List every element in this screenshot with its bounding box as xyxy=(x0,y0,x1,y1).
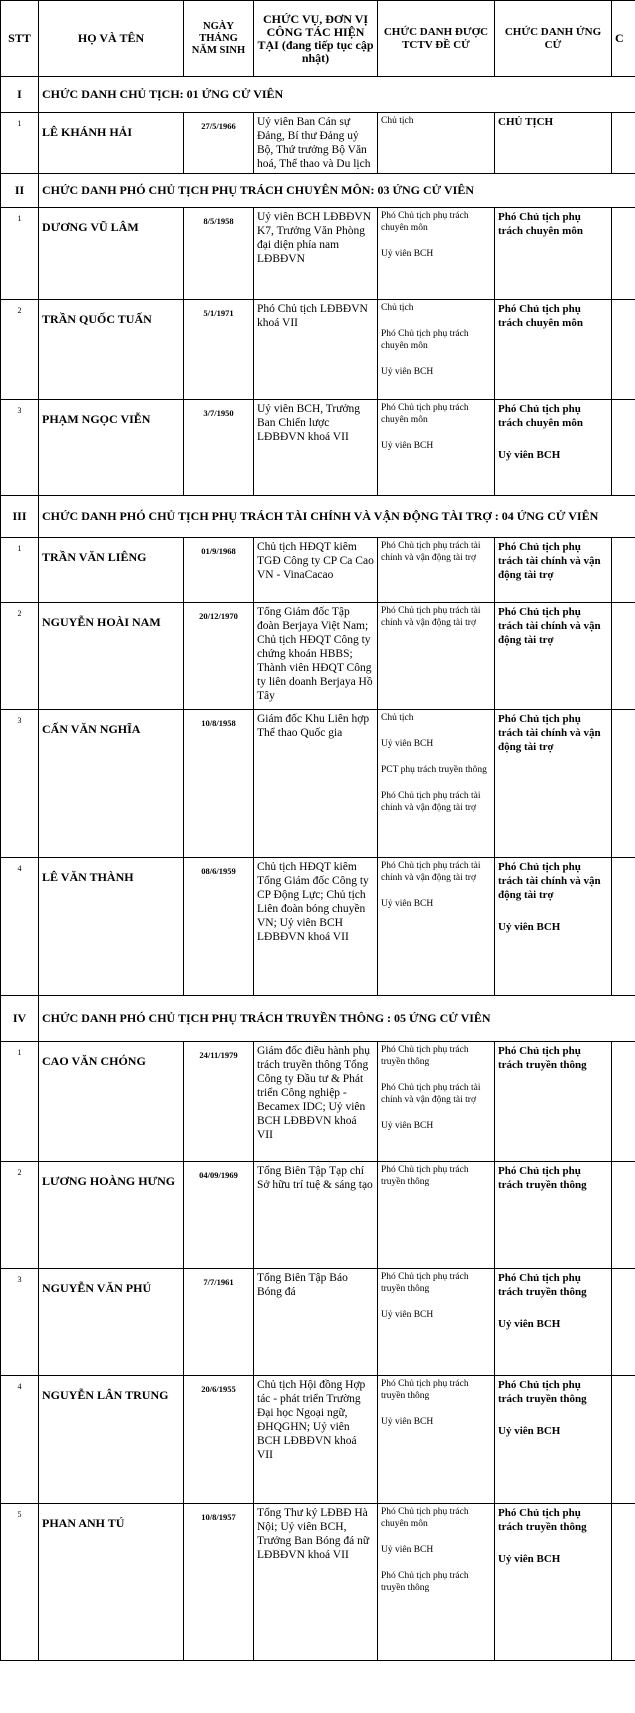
candidacy-titles xyxy=(495,1504,612,1661)
header-nominated: CHỨC DANH ĐƯỢC TCTV ĐỀ CỬ xyxy=(378,1,495,77)
candidacy-titles xyxy=(495,1042,612,1162)
section-title: CHỨC DANH PHÓ CHỦ TỊCH PHỤ TRÁCH CHUYÊN MÔN: 03 ỨNG CỬ VIÊN xyxy=(39,174,635,208)
header-dob: NGÀY THÁNG NĂM SINH xyxy=(184,1,254,77)
birth-date: 8/5/1958 xyxy=(184,208,254,300)
table-row xyxy=(1,603,635,710)
nominated-title: Chủ tịch xyxy=(381,713,414,723)
nominated-title: Uỷ viên BCH xyxy=(381,1310,434,1320)
nominated-title: Chủ tịch xyxy=(381,116,414,126)
table-row xyxy=(1,1504,635,1661)
extra-column-cell xyxy=(612,710,635,858)
candidacy-title: Uỷ viên BCH xyxy=(498,921,561,933)
header-candidacy: CHỨC DANH ỨNG CỬ xyxy=(495,1,612,77)
candidacy-titles xyxy=(495,858,612,996)
candidacy-title: CHỦ TỊCH xyxy=(498,116,554,128)
birth-date: 10/8/1957 xyxy=(184,1504,254,1661)
candidate-name: PHAN ANH TÚ xyxy=(39,1504,184,1661)
section-number: II xyxy=(1,174,39,208)
table-row xyxy=(1,113,635,174)
section-title: CHỨC DANH PHÓ CHỦ TỊCH PHỤ TRÁCH TÀI CHÍNH VÀ VẬN ĐỘNG TÀI TRỢ : 04 ỨNG CỬ VIÊN xyxy=(39,496,635,538)
nominated-title: Uỷ viên BCH xyxy=(381,1121,434,1131)
row-number: 1 xyxy=(1,1042,39,1162)
header-row xyxy=(1,1,635,77)
section-row xyxy=(1,496,635,538)
extra-column-cell xyxy=(612,113,635,174)
row-number: 3 xyxy=(1,400,39,496)
table-row xyxy=(1,1042,635,1162)
candidate-name: NGUYỄN HOÀI NAM xyxy=(39,603,184,710)
candidacy-titles xyxy=(495,208,612,300)
extra-column-cell xyxy=(612,1042,635,1162)
candidacy-titles xyxy=(495,1269,612,1376)
table-row xyxy=(1,710,635,858)
current-position: Giám đốc Khu Liên hợp Thể thao Quốc gia xyxy=(254,710,378,858)
row-number: 5 xyxy=(1,1504,39,1661)
extra-column-cell xyxy=(612,1376,635,1504)
nominated-title: Phó Chủ tịch phụ trách truyền thông xyxy=(381,1272,469,1294)
nominated-titles xyxy=(378,1504,495,1661)
table-row xyxy=(1,400,635,496)
row-number: 4 xyxy=(1,858,39,996)
nominated-title: Phó Chủ tịch phụ trách tài chính và vận động tài trợ xyxy=(381,606,481,628)
nominated-title: Phó Chủ tịch phụ trách chuyên môn xyxy=(381,329,469,351)
nominated-titles xyxy=(378,113,495,174)
table-row xyxy=(1,208,635,300)
row-number: 1 xyxy=(1,113,39,174)
nominated-titles xyxy=(378,1376,495,1504)
candidacy-titles xyxy=(495,1376,612,1504)
candidate-name: TRẦN VĂN LIÊNG xyxy=(39,538,184,603)
candidacy-title: Phó Chủ tịch phụ trách truyền thông xyxy=(498,1165,587,1191)
row-number: 1 xyxy=(1,538,39,603)
nominated-titles xyxy=(378,1042,495,1162)
current-position: Uỷ viên BCH LĐBĐVN K7, Trưởng Văn Phòng đại diện phía nam LĐBĐVN xyxy=(254,208,378,300)
row-number: 1 xyxy=(1,208,39,300)
candidacy-title: Phó Chủ tịch phụ trách truyền thông xyxy=(498,1379,587,1405)
candidate-name: PHẠM NGỌC VIỄN xyxy=(39,400,184,496)
current-position: Tổng Giám đốc Tập đoàn Berjaya Việt Nam; Chủ tịch HĐQT Công ty chứng khoán HBBS; Thành viên HĐQT Công ty liên doanh Berjaya Hồ Tây xyxy=(254,603,378,710)
extra-column-cell xyxy=(612,400,635,496)
birth-date: 7/7/1961 xyxy=(184,1269,254,1376)
nominated-title: Phó Chủ tịch phụ trách truyền thông xyxy=(381,1571,469,1593)
section-row xyxy=(1,996,635,1042)
candidacy-title: Phó Chủ tịch phụ trách tài chính và vận động tài trợ xyxy=(498,541,601,581)
nominated-title: Uỷ viên BCH xyxy=(381,441,434,451)
nominated-title: Uỷ viên BCH xyxy=(381,367,434,377)
candidate-name: LÊ VĂN THÀNH xyxy=(39,858,184,996)
row-number: 2 xyxy=(1,300,39,400)
extra-column-cell xyxy=(612,208,635,300)
current-position: Chủ tịch Hội đồng Hợp tác - phát triển Trường Đại học Ngoại ngữ, ĐHQGHN; Uỷ viên BCH LĐBĐVN khoá VII xyxy=(254,1376,378,1504)
candidate-name: NGUYỄN VĂN PHÚ xyxy=(39,1269,184,1376)
nominated-title: Phó Chủ tịch phụ trách truyền thông xyxy=(381,1379,469,1401)
candidacy-title: Uỷ viên BCH xyxy=(498,1318,561,1330)
nominated-title: PCT phụ trách truyền thông xyxy=(381,765,487,775)
header-name: HỌ VÀ TÊN xyxy=(39,1,184,77)
section-row xyxy=(1,77,635,113)
section-number: I xyxy=(1,77,39,113)
section-title: CHỨC DANH CHỦ TỊCH: 01 ỨNG CỬ VIÊN xyxy=(39,77,635,113)
section-title: CHỨC DANH PHÓ CHỦ TỊCH PHỤ TRÁCH TRUYỀN THÔNG : 05 ỨNG CỬ VIÊN xyxy=(39,996,635,1042)
candidacy-title: Phó Chủ tịch phụ trách tài chính và vận động tài trợ xyxy=(498,861,601,901)
nominated-titles xyxy=(378,858,495,996)
current-position: Tổng Biên Tập Tạp chí Sở hữu trí tuệ & sáng tạo xyxy=(254,1162,378,1269)
current-position: Chủ tịch HĐQT kiêm TGĐ Công ty CP Ca Cao VN - VinaCacao xyxy=(254,538,378,603)
birth-date: 20/6/1955 xyxy=(184,1376,254,1504)
candidacy-title: Phó Chủ tịch phụ trách chuyên môn xyxy=(498,403,583,429)
current-position: Uỷ viên BCH, Trưởng Ban Chiến lược LĐBĐVN khoá VII xyxy=(254,400,378,496)
extra-column-cell xyxy=(612,603,635,710)
nominated-title: Phó Chủ tịch phụ trách tài chính và vận động tài trợ xyxy=(381,791,481,813)
nominated-title: Chủ tịch xyxy=(381,303,414,313)
table-row xyxy=(1,1269,635,1376)
current-position: Chủ tịch HĐQT kiêm Tổng Giám đốc Công ty CP Động Lực; Chủ tịch Liên đoàn bóng chuyền VN; Uỷ viên BCH LĐBĐVN khoá VII xyxy=(254,858,378,996)
nominated-title: Uỷ viên BCH xyxy=(381,249,434,259)
nominated-title: Uỷ viên BCH xyxy=(381,899,434,909)
row-number: 4 xyxy=(1,1376,39,1504)
nominated-title: Phó Chủ tịch phụ trách chuyên môn xyxy=(381,403,469,425)
candidacy-title: Uỷ viên BCH xyxy=(498,1425,561,1437)
extra-column-cell xyxy=(612,858,635,996)
section-row xyxy=(1,174,635,208)
candidacy-titles xyxy=(495,603,612,710)
candidacy-titles xyxy=(495,1162,612,1269)
row-number: 2 xyxy=(1,603,39,710)
header-extra: C xyxy=(612,1,635,77)
birth-date: 5/1/1971 xyxy=(184,300,254,400)
candidacy-title: Uỷ viên BCH xyxy=(498,449,561,461)
candidacy-title: Phó Chủ tịch phụ trách chuyên môn xyxy=(498,303,583,329)
current-position: Tổng Biên Tập Báo Bóng đá xyxy=(254,1269,378,1376)
nominated-title: Phó Chủ tịch phụ trách chuyên môn xyxy=(381,1507,469,1529)
table-row xyxy=(1,1162,635,1269)
current-position: Uỷ viên Ban Cán sự Đảng, Bí thư Đảng uỷ Bộ, Thứ trưởng Bộ Văn hoá, Thể thao và Du lịch xyxy=(254,113,378,174)
current-position: Giám đốc điều hành phụ trách truyền thông Tổng Công ty Đầu tư & Phát triển Công nghiệp - Becamex IDC; Uỷ viên BCH LĐBĐVN khoá VII xyxy=(254,1042,378,1162)
row-number: 3 xyxy=(1,1269,39,1376)
candidacy-titles xyxy=(495,113,612,174)
birth-date: 3/7/1950 xyxy=(184,400,254,496)
current-position: Phó Chủ tịch LĐBĐVN khoá VII xyxy=(254,300,378,400)
candidacy-title: Phó Chủ tịch phụ trách truyền thông xyxy=(498,1045,587,1071)
nominated-titles xyxy=(378,400,495,496)
candidacy-title: Phó Chủ tịch phụ trách truyền thông xyxy=(498,1507,587,1533)
candidate-name: LÊ KHÁNH HẢI xyxy=(39,113,184,174)
nominated-title: Uỷ viên BCH xyxy=(381,1417,434,1427)
birth-date: 01/9/1968 xyxy=(184,538,254,603)
nominated-title: Phó Chủ tịch phụ trách tài chính và vận động tài trợ xyxy=(381,861,481,883)
nominated-titles xyxy=(378,1269,495,1376)
birth-date: 04/09/1969 xyxy=(184,1162,254,1269)
extra-column-cell xyxy=(612,538,635,603)
candidacy-title: Phó Chủ tịch phụ trách tài chính và vận động tài trợ xyxy=(498,713,601,753)
extra-column-cell xyxy=(612,1162,635,1269)
candidate-name: LƯƠNG HOÀNG HƯNG xyxy=(39,1162,184,1269)
current-position: Tổng Thư ký LĐBĐ Hà Nội; Uỷ viên BCH, Trưởng Ban Bóng đá nữ LĐBĐVN khoá VII xyxy=(254,1504,378,1661)
section-number: III xyxy=(1,496,39,538)
birth-date: 08/6/1959 xyxy=(184,858,254,996)
extra-column-cell xyxy=(612,1269,635,1376)
candidacy-title: Phó Chủ tịch phụ trách truyền thông xyxy=(498,1272,587,1298)
extra-column-cell xyxy=(612,300,635,400)
table-row xyxy=(1,538,635,603)
nominated-titles xyxy=(378,710,495,858)
section-number: IV xyxy=(1,996,39,1042)
birth-date: 20/12/1970 xyxy=(184,603,254,710)
birth-date: 24/11/1979 xyxy=(184,1042,254,1162)
candidate-name: TRẦN QUỐC TUẤN xyxy=(39,300,184,400)
nominated-titles xyxy=(378,603,495,710)
nominated-titles xyxy=(378,300,495,400)
header-position: CHỨC VỤ, ĐƠN VỊ CÔNG TÁC HIỆN TẠI (đang tiếp tục cập nhật) xyxy=(254,1,378,77)
row-number: 2 xyxy=(1,1162,39,1269)
nominated-title: Phó Chủ tịch phụ trách tài chính và vận động tài trợ xyxy=(381,541,481,563)
candidacy-title: Phó Chủ tịch phụ trách chuyên môn xyxy=(498,211,583,237)
candidacy-title: Uỷ viên BCH xyxy=(498,1553,561,1565)
nominated-title: Phó Chủ tịch phụ trách chuyên môn xyxy=(381,211,469,233)
nominated-titles xyxy=(378,1162,495,1269)
table-row xyxy=(1,300,635,400)
candidacy-titles xyxy=(495,538,612,603)
extra-column-cell xyxy=(612,1504,635,1661)
table-row xyxy=(1,1376,635,1504)
nominated-title: Uỷ viên BCH xyxy=(381,1545,434,1555)
nominated-title: Uỷ viên BCH xyxy=(381,739,434,749)
nominated-titles xyxy=(378,208,495,300)
nominated-title: Phó Chủ tịch phụ trách truyền thông xyxy=(381,1045,469,1067)
nominated-title: Phó Chủ tịch phụ trách tài chính và vận động tài trợ xyxy=(381,1083,481,1105)
nominated-titles xyxy=(378,538,495,603)
header-stt: STT xyxy=(1,1,39,77)
candidacy-title: Phó Chủ tịch phụ trách tài chính và vận động tài trợ xyxy=(498,606,601,646)
birth-date: 10/8/1958 xyxy=(184,710,254,858)
candidate-name: CAO VĂN CHÓNG xyxy=(39,1042,184,1162)
birth-date: 27/5/1966 xyxy=(184,113,254,174)
row-number: 3 xyxy=(1,710,39,858)
candidate-name: NGUYỄN LÂN TRUNG xyxy=(39,1376,184,1504)
candidate-name: CẤN VĂN NGHĨA xyxy=(39,710,184,858)
candidacy-titles xyxy=(495,300,612,400)
candidate-name: DƯƠNG VŨ LÂM xyxy=(39,208,184,300)
table-row xyxy=(1,858,635,996)
nominated-title: Phó Chủ tịch phụ trách truyền thông xyxy=(381,1165,469,1187)
candidacy-titles xyxy=(495,710,612,858)
candidacy-titles xyxy=(495,400,612,496)
